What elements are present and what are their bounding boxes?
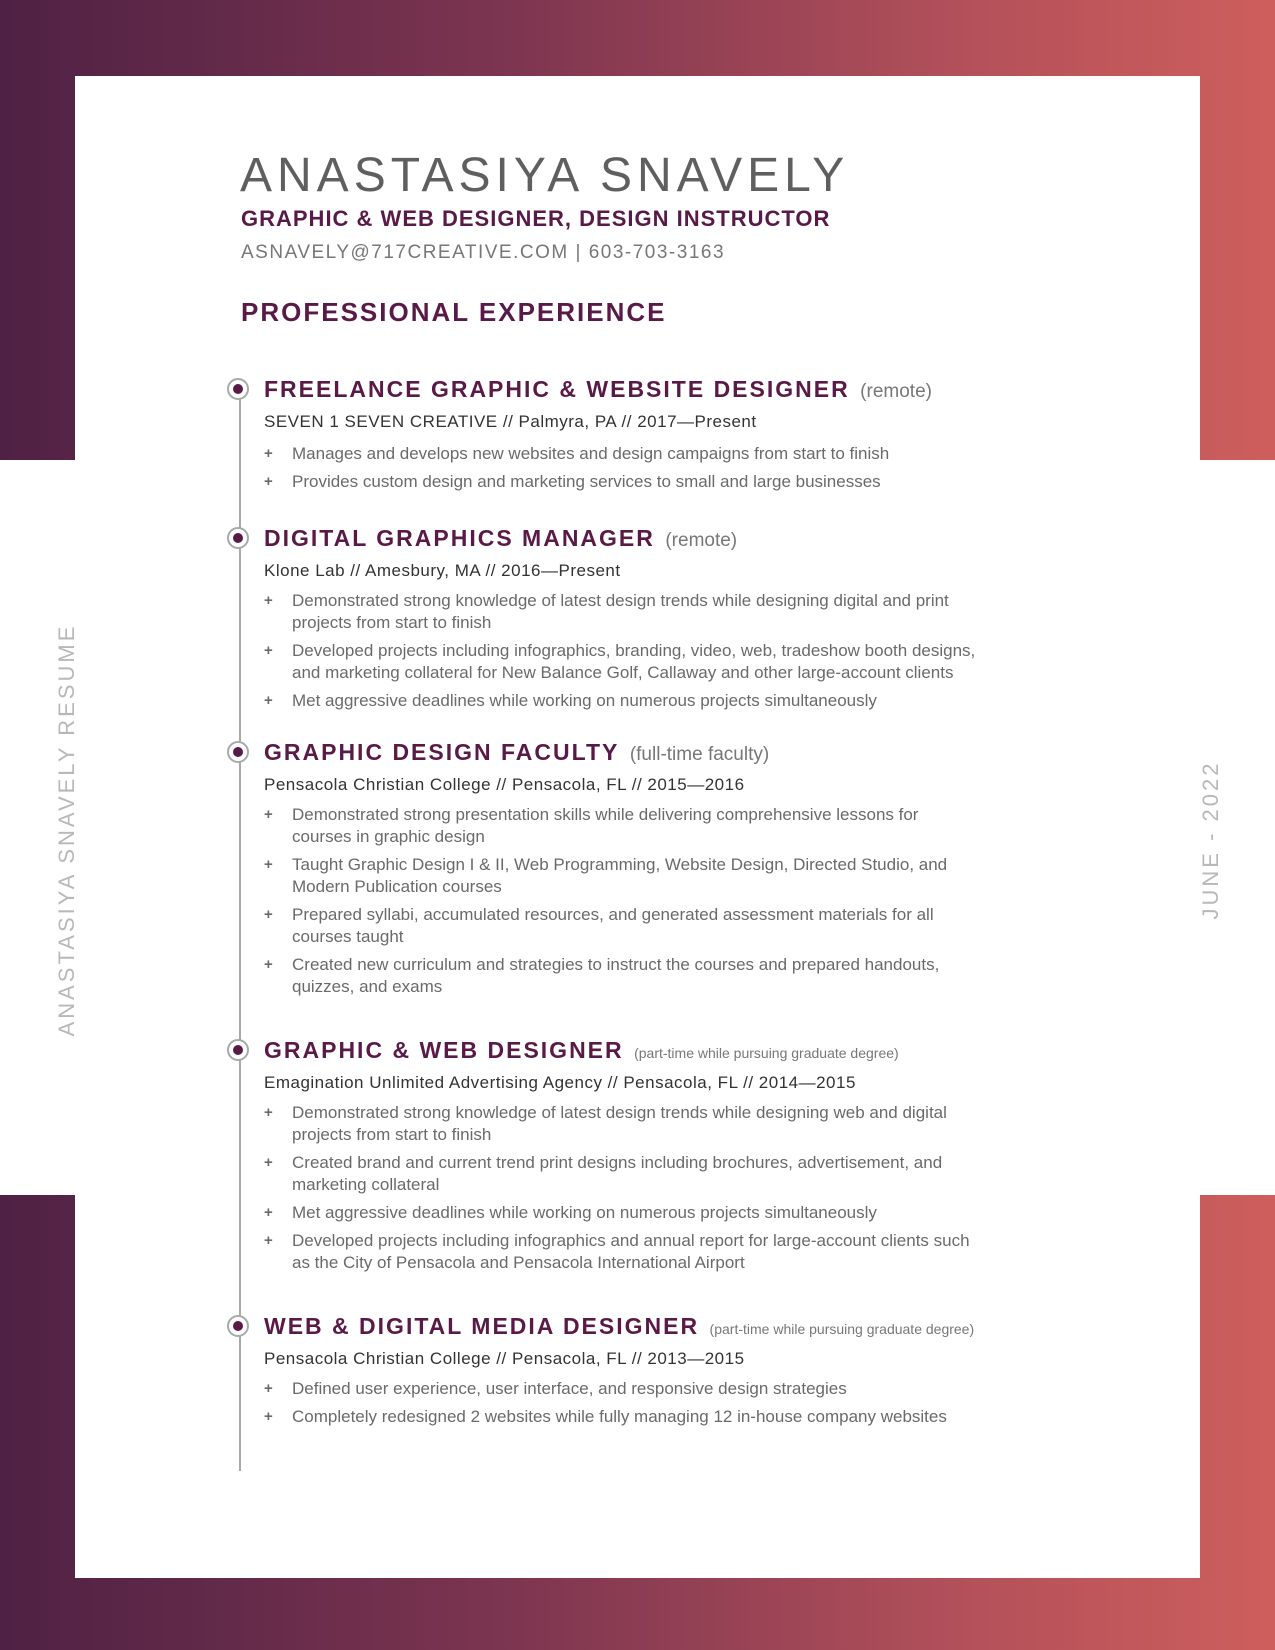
job-bullet: + Provides custom design and marketing services to small and large businesses	[264, 471, 1064, 493]
job-entry	[264, 1310, 1064, 1428]
timeline-dot-icon	[227, 741, 249, 763]
job-bullet: + Demonstrated strong knowledge of latest design trends while designing digital and print projects from start to finish	[264, 590, 1004, 634]
job-entry	[264, 1034, 1064, 1274]
sidebar-left-label: ANASTASIYA SNAVELY RESUME	[54, 623, 79, 1037]
sidebar-right-date: JUNE - 2022	[1198, 760, 1223, 920]
job-title: GRAPHIC & WEB DESIGNER	[264, 1037, 624, 1063]
job-title: DIGITAL GRAPHICS MANAGER	[264, 525, 655, 551]
job-note: (remote)	[860, 381, 932, 402]
job-bullets	[264, 804, 954, 998]
job-entry	[264, 736, 1064, 998]
job-meta: Emagination Unlimited Advertising Agency // Pensacola, FL // 2014—2015	[264, 1073, 856, 1092]
job-bullet: + Completely redesigned 2 websites while fully managing 12 in-house company websites	[264, 1406, 1064, 1428]
job-bullet: + Demonstrated strong knowledge of latest design trends while designing web and digital projects from start to finish	[264, 1102, 984, 1146]
job-entry	[264, 373, 1064, 493]
job-bullet: + Defined user experience, user interface, and responsive design strategies	[264, 1378, 1064, 1400]
job-title: WEB & DIGITAL MEDIA DESIGNER	[264, 1313, 700, 1339]
timeline-dot-icon	[227, 1039, 249, 1061]
job-meta: Pensacola Christian College // Pensacola, FL // 2015—2016	[264, 775, 745, 794]
job-note: (part-time while pursuing graduate degree)	[709, 1321, 975, 1337]
job-note: (full-time faculty)	[629, 744, 770, 765]
job-meta: Pensacola Christian College // Pensacola, FL // 2013—2015	[264, 1349, 745, 1368]
job-note: (part-time while pursuing graduate degree)	[634, 1045, 899, 1061]
job-entry	[264, 522, 1064, 712]
job-bullet: + Developed projects including infographics, branding, video, web, tradeshow booth designs, and marketing collateral for New Balance Golf, Callaway and other large-account clients	[264, 640, 1004, 684]
job-bullet: + Created new curriculum and strategies to instruct the courses and prepared handouts, quizzes, and exams	[264, 954, 954, 998]
job-meta: Klone Lab // Amesbury, MA // 2016—Present	[264, 561, 621, 580]
job-bullets	[264, 590, 1004, 712]
section-title-experience: PROFESSIONAL EXPERIENCE	[241, 297, 667, 327]
job-bullets	[264, 1102, 984, 1274]
job-title: FREELANCE GRAPHIC & WEBSITE DESIGNER	[264, 376, 850, 402]
job-bullet: + Met aggressive deadlines while working on numerous projects simultaneously	[264, 690, 1004, 712]
job-bullet: + Prepared syllabi, accumulated resources, and generated assessment materials for all courses taught	[264, 904, 954, 948]
timeline-line	[239, 388, 241, 1471]
job-meta: SEVEN 1 SEVEN CREATIVE // Palmyra, PA // 2017—Present	[264, 412, 757, 431]
job-bullet: + Demonstrated strong presentation skills while delivering comprehensive lessons for courses in graphic design	[264, 804, 954, 848]
timeline-dot-icon	[227, 527, 249, 549]
job-bullet: + Developed projects including infographics and annual report for large-account clients such as the City of Pensacola and Pensacola International Airport	[264, 1230, 984, 1274]
job-bullet: + Created brand and current trend print designs including brochures, advertisement, and marketing collateral	[264, 1152, 984, 1196]
job-bullets	[264, 1378, 1064, 1428]
job-bullet: + Taught Graphic Design I & II, Web Programming, Website Design, Directed Studio, and Modern Publication courses	[264, 854, 954, 898]
candidate-subtitle: GRAPHIC & WEB DESIGNER, DESIGN INSTRUCTOR	[241, 206, 831, 231]
job-note: (remote)	[665, 530, 738, 551]
timeline-dot-icon	[227, 378, 249, 400]
job-title: GRAPHIC DESIGN FACULTY	[264, 739, 620, 765]
timeline-dot-icon	[227, 1315, 249, 1337]
job-bullet: + Met aggressive deadlines while working on numerous projects simultaneously	[264, 1202, 984, 1224]
job-bullet: + Manages and develops new websites and design campaigns from start to finish	[264, 443, 1064, 465]
job-bullets	[264, 443, 1064, 493]
contact-info: ASNAVELY@717CREATIVE.COM | 603-703-3163	[241, 242, 726, 263]
candidate-name: ANASTASIYA SNAVELY	[240, 149, 850, 202]
